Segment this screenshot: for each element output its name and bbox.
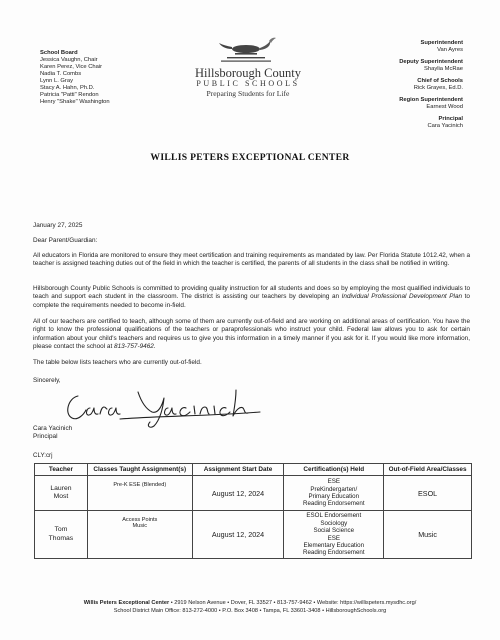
certification: Reading Endorsement (302, 500, 365, 508)
certifications-cell (284, 476, 384, 511)
school-board-list (40, 50, 110, 106)
certification: Social Science (313, 527, 355, 535)
teacher-first-name: Tom (54, 526, 68, 534)
teacher-cell (35, 511, 88, 559)
class-name: Music (132, 523, 148, 529)
start-date-cell: August 12, 2024 (192, 511, 284, 559)
officer-name: Rick Grayes, Ed.D. (413, 85, 463, 91)
out-of-field-table (34, 463, 472, 559)
table-row (35, 476, 472, 511)
start-date-cell: August 12, 2024 (192, 476, 284, 511)
classes-cell (87, 511, 192, 559)
board-member: Henry "Shake" Washington (40, 99, 110, 105)
certification: Sociology (320, 519, 348, 527)
footer-line-district: School District Main Office: 813-272-4000 • P.O. Box 3408 • Tampa, FL 33601-3408 • HillsboroughSchools.org (113, 607, 387, 614)
paragraph-text (33, 318, 470, 352)
board-member: Patricia "Patti" Rendon (40, 92, 99, 98)
class-name: Access Points (122, 517, 158, 523)
table-row (35, 511, 472, 559)
school-board-heading: School Board (40, 50, 78, 56)
lamp-icon (213, 36, 283, 66)
officer-role: Principal (438, 116, 463, 122)
paragraph-segment: Hillsborough County Public Schools is committed to providing quality instruction for all students and does so by employing the most qualified individuals to teach and support each student in the classroom. The district is assisting our teachers by developing an (33, 285, 470, 301)
officer-role: Superintendent (420, 40, 463, 46)
signer-title: Principal (33, 433, 58, 441)
officer-role: Chief of Schools (417, 78, 463, 84)
teacher-last-name: Thomas (48, 534, 74, 542)
officer-name: Van Ayres (437, 47, 463, 53)
logo-public-schools: PUBLIC SCHOOLS (196, 79, 300, 88)
paragraph-segment: All of our teachers are certified to teach, although some of them are currently out-of-field and are working on additional areas of certification. You have the right to know the professional qualifications of the teachers or paraprofessionals who instruct your child. Federal law allows you to ask for certain information about your child's teachers and requires us to give you this information in a timely manner if you ask for it. If you would like more information, please contact the school at (33, 318, 470, 351)
paragraph-commitment (33, 285, 470, 310)
signature-image (60, 386, 280, 430)
column-header: Teacher (35, 464, 88, 476)
footer-line-school (0, 600, 500, 608)
signer-name: Cara Yacinich (33, 425, 73, 432)
footer-center-name: Willis Peters Exceptional Center (83, 600, 170, 606)
letter-initials: CLY:crj (33, 452, 53, 459)
certification: PreKindergarten/ (310, 485, 358, 493)
certification: ESE (327, 478, 340, 486)
teacher-last-name: Most (53, 493, 69, 500)
letter-footer (0, 600, 500, 615)
out-of-field-cell: Music (384, 511, 472, 559)
table-header-row (35, 464, 472, 476)
paragraph-certification-law (33, 252, 470, 269)
paragraph-text (33, 285, 470, 310)
officer-name: Cara Yacinich (427, 123, 463, 129)
certifications-cell (284, 511, 384, 559)
footer-school-details: • 2919 Nelson Avenue • Dover, FL 33527 • 813-757-9462 • Website: https://willispeters.mysdhc.org/ (169, 600, 417, 606)
column-header: Out-of-Field Area/Classes (384, 464, 472, 476)
certification: Primary Education (308, 493, 360, 500)
certification: ESOL Endorsement (306, 512, 362, 520)
board-member: Stacy A. Hahn, Ph.D. (40, 85, 95, 91)
column-header: Classes Taught Assignment(s) (87, 464, 192, 476)
board-member: Karen Perez, Vice Chair (40, 64, 103, 70)
logo-county-name: Hillsborough County (195, 66, 301, 80)
board-member: Lynn L. Gray (40, 78, 73, 84)
classes-cell (87, 476, 192, 511)
officer-name: Shaylia McRae (424, 66, 463, 72)
teacher-cell (35, 476, 88, 511)
out-of-field-cell: ESOL (384, 476, 472, 511)
letter-closing: Sincerely, (33, 377, 61, 384)
paragraph-table-intro: The table below lists teachers who are currently out-of-field. (33, 359, 202, 366)
class-name: Pre-K ESE (Blended) (113, 482, 167, 488)
certification: Elementary Education (303, 541, 365, 549)
paragraph-right-to-know (33, 318, 470, 352)
logo-tagline: Preparing Students for Life (206, 89, 290, 98)
emphasized-plan-name: Individual Professional Development Plan (341, 293, 463, 301)
teacher-first-name: Lauren (50, 484, 72, 492)
certification: ESE (327, 534, 340, 542)
board-member: Nadia T. Combs (40, 71, 82, 77)
officer-role: Region Superintendent (399, 97, 463, 103)
column-header: Certification(s) Held (284, 464, 384, 476)
letter-date: January 27, 2025 (33, 222, 83, 229)
district-officers (399, 40, 463, 130)
center-title: WILLIS PETERS EXCEPTIONAL CENTER (150, 152, 350, 163)
board-member: Jessica Vaughn, Chair (40, 57, 98, 63)
officer-name: Earnest Wood (426, 104, 463, 110)
certification: Reading Endorsement (302, 549, 365, 557)
column-header: Assignment Start Date (192, 464, 284, 476)
district-logo (168, 36, 328, 98)
letter-greeting: Dear Parent/Guardian: (33, 237, 98, 244)
paragraph-segment: to complete the requirements needed to become in-field. (33, 293, 470, 309)
school-phone: 813-757-9462. (114, 343, 156, 351)
signer-block (33, 425, 72, 442)
officer-role: Deputy Superintendent (399, 59, 463, 65)
paragraph-text: All educators in Florida are monitored to ensure they meet certification and training requirements as mandated by law. Per Florida Statute 1012.42, when a teacher is assigned teaching duties out of the field in which the teacher is certified, the parents of all students in the class shall be notified in writing. (33, 252, 470, 268)
